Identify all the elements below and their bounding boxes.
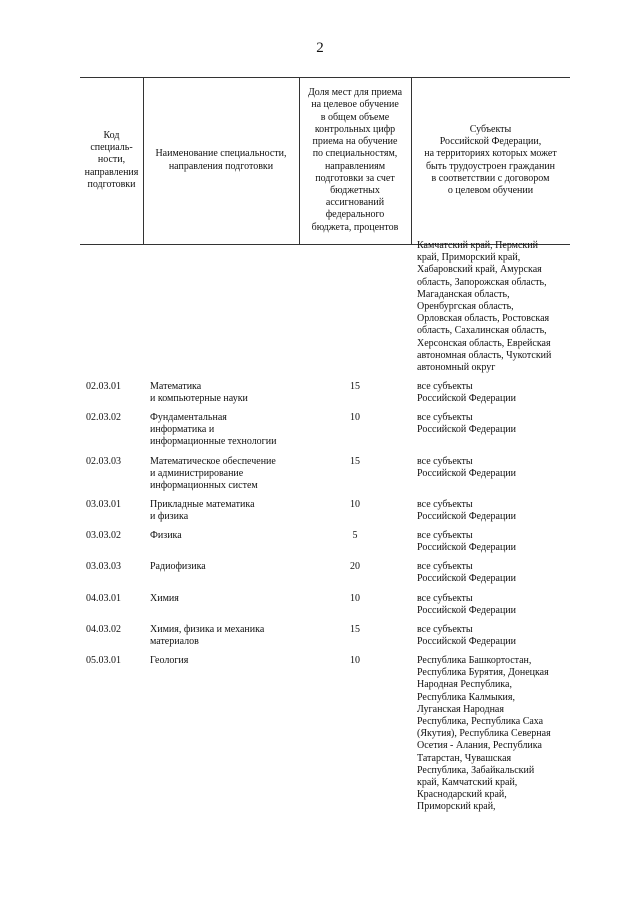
row-name: Химия <box>150 593 179 604</box>
row-share: 5 <box>352 530 358 541</box>
row-code: 03.03.02 <box>86 530 121 541</box>
row-name: Физика <box>150 530 182 541</box>
row-code: 04.03.01 <box>86 593 121 604</box>
row-name: Математика и компьютерные науки <box>150 381 248 405</box>
header-code: Код специаль- ности, направления подготовки <box>84 129 139 190</box>
row-subjects: Республика Башкортостан, Республика Бурятия, Донецкая Народная Республика, Республика Калмыкия, Луганская Народная Республика, Республика Саха (Якутия), Республика Северная Осетия - Алания, Республика Татарстан, Чувашская Республика, Забайкальский край, Камчатский край, Краснодарский край, Приморский край, <box>417 655 551 813</box>
row-subjects: все субъекты Российской Федерации <box>417 456 517 480</box>
row-subjects: все субъекты Российской Федерации <box>417 530 517 554</box>
row-share: 10 <box>350 412 360 423</box>
row-subjects: все субъекты Российской Федерации <box>417 624 517 648</box>
row-code: 02.03.02 <box>86 412 121 423</box>
row-subjects: все субъекты Российской Федерации <box>417 381 517 405</box>
row-share: 10 <box>350 593 360 604</box>
row-share: 20 <box>350 561 360 572</box>
row-share: 10 <box>350 499 360 510</box>
row-code: 03.03.03 <box>86 561 121 572</box>
row-name: Фундаментальная информатика и информационные технологии <box>150 412 277 448</box>
row-code: 03.03.01 <box>86 499 121 510</box>
row-name: Радиофизика <box>150 561 206 572</box>
row-code: 02.03.03 <box>86 456 121 467</box>
row-subjects: все субъекты Российской Федерации <box>417 593 517 617</box>
row-code: 05.03.01 <box>86 655 121 666</box>
row-share: 15 <box>350 381 360 392</box>
row-share: 15 <box>350 456 360 467</box>
header-name: Наименование специальности, направления подготовки <box>155 148 287 172</box>
row-share: 10 <box>350 655 360 666</box>
row-subjects: все субъекты Российской Федерации <box>417 561 517 585</box>
row-name: Математическое обеспечение и администрирование информационных систем <box>150 456 276 492</box>
row-subjects: все субъекты Российской Федерации <box>417 412 517 436</box>
row-code: 04.03.02 <box>86 624 121 635</box>
page-number: 2 <box>316 40 324 56</box>
row-code: 02.03.01 <box>86 381 121 392</box>
continuation-subjects: Камчатский край, Пермский край, Приморский край, Хабаровский край, Амурская область, Запорожская область, Магаданская область, Оренбургская область, Орловская область, Ростовская область, Сахалинская область, Херсонская область, Еврейская автономная область, Чукотский автономный округ <box>417 240 552 374</box>
row-name: Химия, физика и механика материалов <box>150 624 265 648</box>
row-subjects: все субъекты Российской Федерации <box>417 499 517 523</box>
header-subjects: Субъекты Российской Федерации, на территориях которых может быть трудоустроен гражданин в соответствии с договором о целевом обучении <box>424 123 557 196</box>
row-name: Геология <box>150 655 189 666</box>
row-share: 15 <box>350 624 360 635</box>
header-share: Доля мест для приема на целевое обучение в общем объеме контрольных цифр приема на обучение по специальностям, направлениям подготовки за счет бюджетных ассигнований федерального бюджета, процентов <box>307 87 403 233</box>
row-name: Прикладные математика и физика <box>150 499 255 523</box>
